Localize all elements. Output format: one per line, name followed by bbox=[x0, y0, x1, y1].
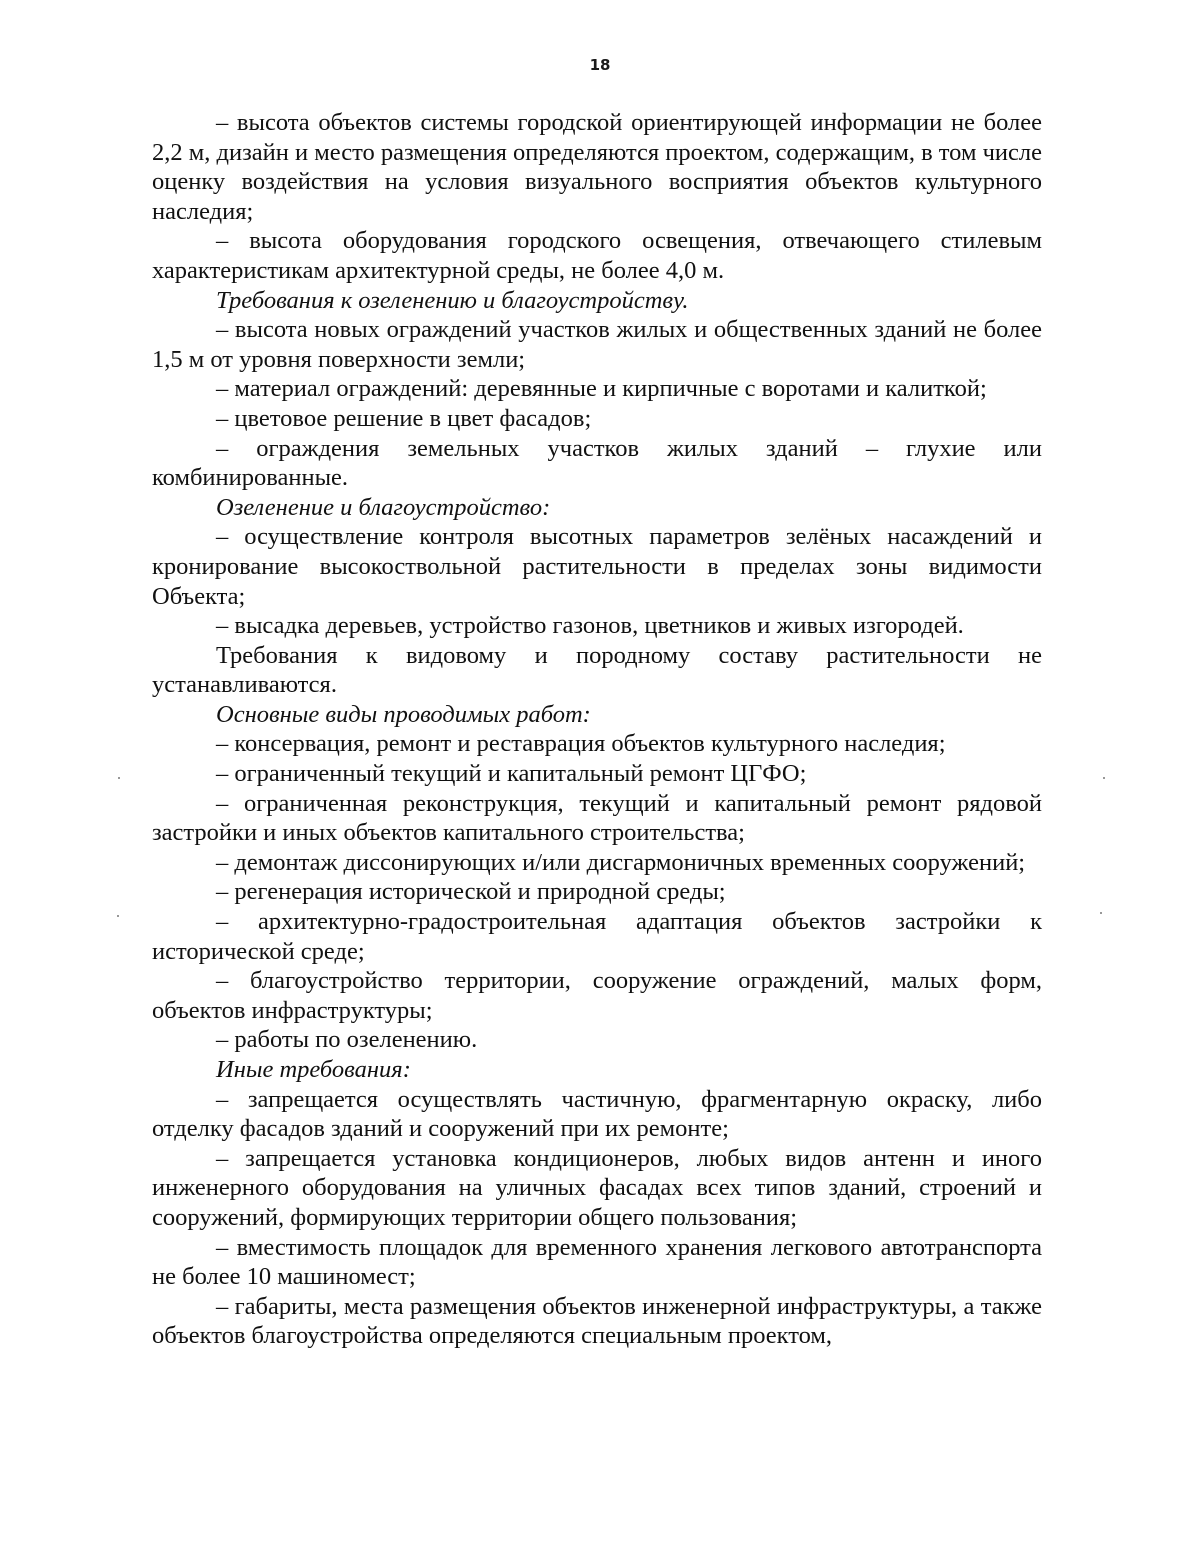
paragraph-14: – ограниченный текущий и капитальный ремонт ЦГФО; bbox=[216, 760, 807, 788]
paragraph-15: – ограниченная реконструкция, текущий и капитальный ремонт рядовой застройки и иных объектов капитального строительства; bbox=[152, 789, 1042, 847]
scan-speck bbox=[118, 777, 120, 779]
scan-speck bbox=[1100, 912, 1102, 914]
paragraph-4: – высота новых ограждений участков жилых и общественных зданий не более 1,5 м от уровня поверхности земли; bbox=[152, 316, 1042, 373]
paragraph-2: – высота оборудования городского освещения, отвечающего стилевым характеристикам архитектурной среды, не более 4,0 м. bbox=[152, 227, 1042, 284]
section-heading-landscaping-requirements: Требования к озеленению и благоустройству. bbox=[216, 286, 689, 314]
paragraph-1: – высота объектов системы городской ориентирующей информации не более 2,2 м, дизайн и место размещения определяются проектом, содержащим, в том числе оценку воздействия на условия визуального восприятия объектов культурного наследия; bbox=[152, 109, 1043, 225]
section-heading-main-works: Основные виды проводимых работ: bbox=[216, 700, 591, 728]
paragraph-13: – консервация, ремонт и реставрация объектов культурного наследия; bbox=[216, 730, 946, 758]
paragraph-20: – работы по озеленению. bbox=[216, 1026, 478, 1054]
paragraph-22: – запрещается осуществлять частичную, фрагментарную окраску, либо отделку фасадов зданий и сооружений при их ремонте; bbox=[152, 1085, 1042, 1143]
paragraph-5: – материал ограждений: деревянные и кирпичные с воротами и калиткой; bbox=[216, 375, 987, 403]
paragraph-6: – цветовое решение в цвет фасадов; bbox=[216, 404, 592, 432]
paragraph-17: – регенерация исторической и природной среды; bbox=[216, 878, 726, 906]
paragraph-24: – вместимость площадок для временного хранения легкового автотранспорта не более 10 машиномест; bbox=[152, 1233, 1042, 1291]
section-heading-other-requirements: Иные требования: bbox=[216, 1056, 411, 1083]
scan-speck bbox=[1103, 777, 1105, 779]
paragraph-25: – габариты, места размещения объектов инженерной инфраструктуры, а также объектов благоустройства определяются специальным проектом, bbox=[152, 1292, 1042, 1350]
paragraph-23: – запрещается установка кондиционеров, любых видов антенн и иного инженерного оборудования на уличных фасадах всех типов зданий, строений и сооружений, формирующих территории общего пользования; bbox=[152, 1144, 1042, 1231]
scan-speck bbox=[117, 915, 119, 917]
paragraph-19: – благоустройство территории, сооружение ограждений, малых форм, объектов инфраструктуры; bbox=[152, 967, 1042, 1024]
section-heading-landscaping: Озеленение и благоустройство: bbox=[216, 493, 551, 521]
document-body bbox=[152, 108, 1042, 1351]
paragraph-10: – высадка деревьев, устройство газонов, цветников и живых изгородей. bbox=[216, 612, 964, 640]
paragraph-7: – ограждения земельных участков жилых зданий – глухие или комбинированные. bbox=[152, 434, 1042, 492]
paragraph-11: Требования к видовому и породному составу растительности не устанавливаются. bbox=[152, 641, 1042, 699]
paragraph-16: – демонтаж диссонирующих и/или дисгармоничных временных сооружений; bbox=[216, 848, 1026, 876]
paragraph-9: – осуществление контроля высотных параметров зелёных насаждений и кронирование высокоствольной растительности в пределах зоны видимости Объекта; bbox=[152, 523, 1042, 610]
page-number: 18 bbox=[589, 56, 611, 74]
paragraph-18: – архитектурно-градостроительная адаптация объектов застройки к исторической среде; bbox=[152, 908, 1042, 965]
